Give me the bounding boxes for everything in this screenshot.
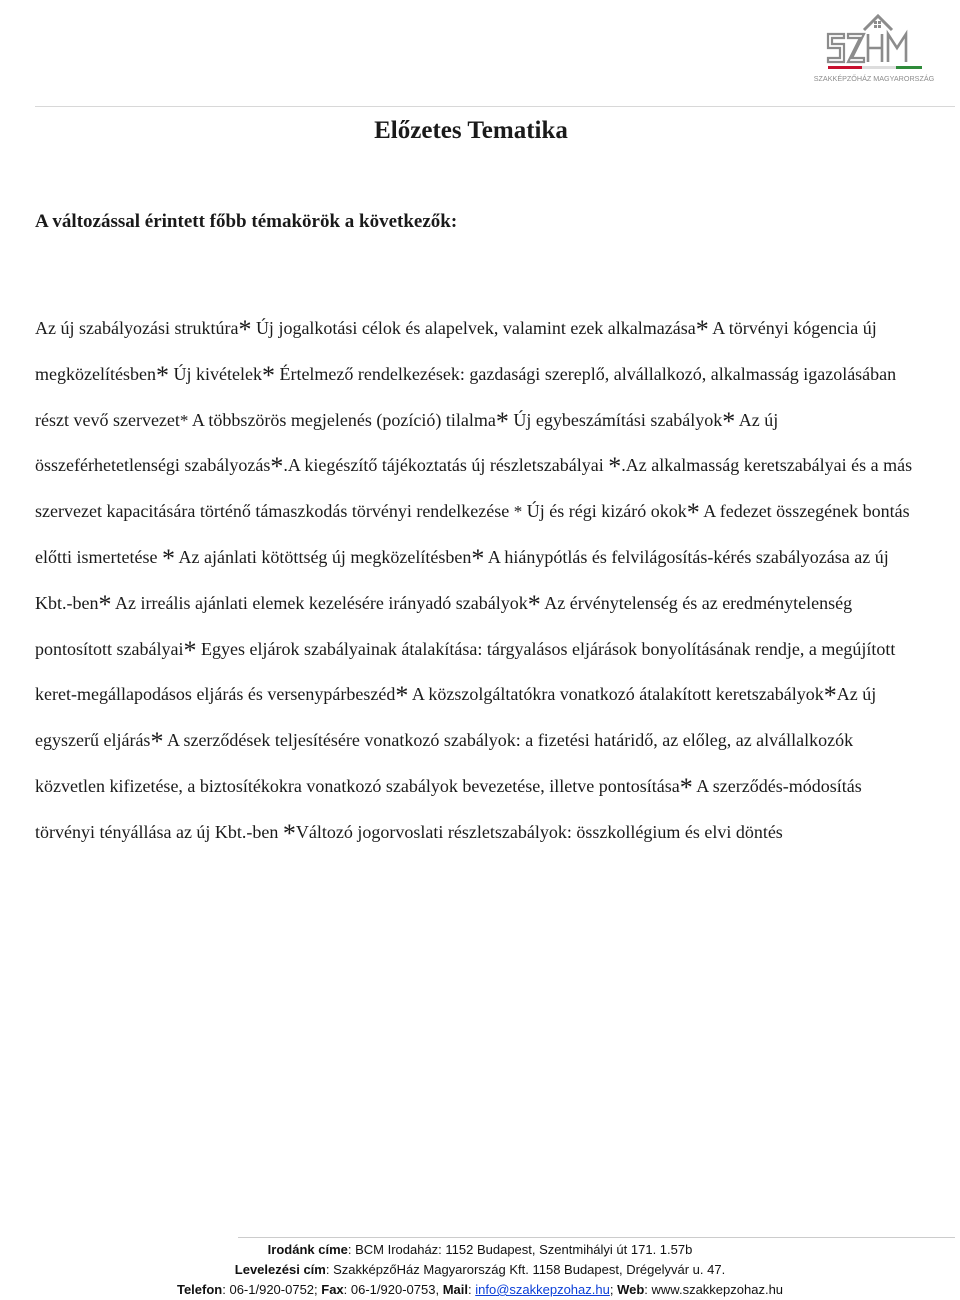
topic-text: Új kivételek xyxy=(168,363,262,384)
separator-asterisk: * xyxy=(161,543,175,573)
topic-text: .Az alkalmasság keretszabályai és a más szervezet kapacitására történő támaszkodás törvényi rendelkezése xyxy=(35,455,913,522)
topic-text: Egyes eljárok szabályainak átalakítása: tárgyalásos eljárások bonyolításának rendje, a megújított keret-megállapodásos eljárás és versenypárbeszéd xyxy=(35,638,896,705)
separator-asterisk: * xyxy=(471,543,485,573)
separator-asterisk: * xyxy=(282,818,296,848)
separator-asterisk: * xyxy=(98,589,112,619)
separator-asterisk: * xyxy=(608,452,622,482)
topic-text: Az új összeférhetetlenségi szabályozás xyxy=(35,409,779,476)
topic-text: A közszolgáltatókra vonatkozó átalakított keretszabályok xyxy=(408,684,824,705)
topic-text: Az irreális ajánlati elemek kezelésére irányadó szabályok xyxy=(111,592,528,613)
separator-asterisk: * xyxy=(722,406,736,436)
separator-asterisk: * xyxy=(527,589,541,619)
section-subtitle: A változással érintett főbb témakörök a következők: xyxy=(35,211,458,232)
topic-text: Az új szabályozási struktúra xyxy=(35,318,239,338)
topic-text: Új és régi kizáró okok xyxy=(522,501,687,522)
phone-number: : 06-1/920-0752; xyxy=(222,1282,322,1297)
topic-text: Az új egyszerű eljárás xyxy=(35,684,877,751)
footer-label: Fax xyxy=(321,1282,344,1297)
logo-tagline: SZAKKÉPZŐHÁZ MAGYARORSZÁG xyxy=(813,74,935,83)
footer-value: : BCM Irodaház: 1152 Budapest, Szentmihályi út 171. 1.57b xyxy=(347,1242,693,1257)
topic-text: A szerződések teljesítésére vonatkozó szabályok: a fizetési határidő, az előleg, az alvállalkozók közvetlen kifizetése, a biztosítékokra vonatkozó szabályok bevezetése, illetve pontosítása xyxy=(35,730,854,796)
footer-label: Telefon xyxy=(176,1282,223,1297)
footer-contacts-line xyxy=(0,1280,960,1300)
separator-asterisk: * xyxy=(395,681,409,711)
separator-asterisk: * xyxy=(238,315,252,344)
footer-divider xyxy=(238,1237,955,1238)
separator-asterisk: * xyxy=(155,360,169,390)
footer-value: : SzakképzőHáz Magyarország Kft. 1158 Budapest, Drégelyvár u. 47. xyxy=(325,1262,726,1277)
separator-asterisk: * xyxy=(270,452,284,482)
topic-text: A törvényi kógencia új megközelítésben xyxy=(35,318,877,384)
topic-text: Új egybeszámítási szabályok xyxy=(508,409,723,430)
topic-text: Értelmező rendelkezések: gazdasági szereplő, alvállalkozó, alkalmasság igazolásában részt vevő szervezet xyxy=(35,363,897,430)
topic-paragraph xyxy=(35,306,925,856)
separator-asterisk: * xyxy=(179,410,189,430)
separator-asterisk: * xyxy=(686,498,700,528)
separator-asterisk: * xyxy=(679,772,693,802)
topic-text: A szerződés-módosítás törvényi tényállása az új Kbt.-ben xyxy=(35,775,862,842)
footer-label: Web xyxy=(617,1282,645,1297)
separator-asterisk: * xyxy=(495,406,509,436)
fax-number: : 06-1/920-0753, xyxy=(343,1282,443,1297)
separator-asterisk: * xyxy=(261,360,275,390)
header-divider xyxy=(35,106,955,107)
topic-text: .A kiegészítő tájékoztatás új részletszabályai xyxy=(283,455,609,476)
separator-asterisk: * xyxy=(695,315,709,344)
topic-text: A hiánypótlás és felvilágosítás-kérés szabályozása az új Kbt.-ben xyxy=(35,546,889,613)
company-logo xyxy=(808,6,936,86)
footer-separator: : xyxy=(468,1282,476,1297)
footer-separator: ; xyxy=(609,1282,618,1297)
separator-asterisk: * xyxy=(513,502,523,522)
footer-label: Irodánk címe xyxy=(267,1242,348,1257)
topic-text: A többszörös megjelenés (pozíció) tilalma xyxy=(188,409,496,430)
footer-office-address xyxy=(0,1240,960,1260)
topic-text: Az ajánlati kötöttség új megközelítésben xyxy=(174,546,472,567)
separator-asterisk: * xyxy=(823,681,837,711)
footer-contact xyxy=(0,1240,960,1300)
topic-text: A fedezet összegének bontás előtti ismertetése xyxy=(35,501,910,567)
topic-text: Az érvénytelenség és az eredménytelenség pontosított szabályai xyxy=(35,592,853,659)
footer-label: Levelezési cím xyxy=(234,1262,326,1277)
email-link[interactable]: info@szakkepzohaz.hu xyxy=(475,1282,610,1297)
separator-asterisk: * xyxy=(150,727,164,757)
separator-asterisk: * xyxy=(183,635,197,665)
topic-text: Új jogalkotási célok és alapelvek, valamint ezek alkalmazása xyxy=(251,318,696,338)
topic-text: Változó jogorvoslati részletszabályok: összkollégium és elvi döntés xyxy=(295,821,783,842)
footer-label: Mail xyxy=(442,1282,468,1297)
footer-mailing-address xyxy=(0,1260,960,1280)
page-title: Előzetes Tematika xyxy=(374,117,568,144)
website-url: : www.szakkepzohaz.hu xyxy=(644,1282,784,1297)
